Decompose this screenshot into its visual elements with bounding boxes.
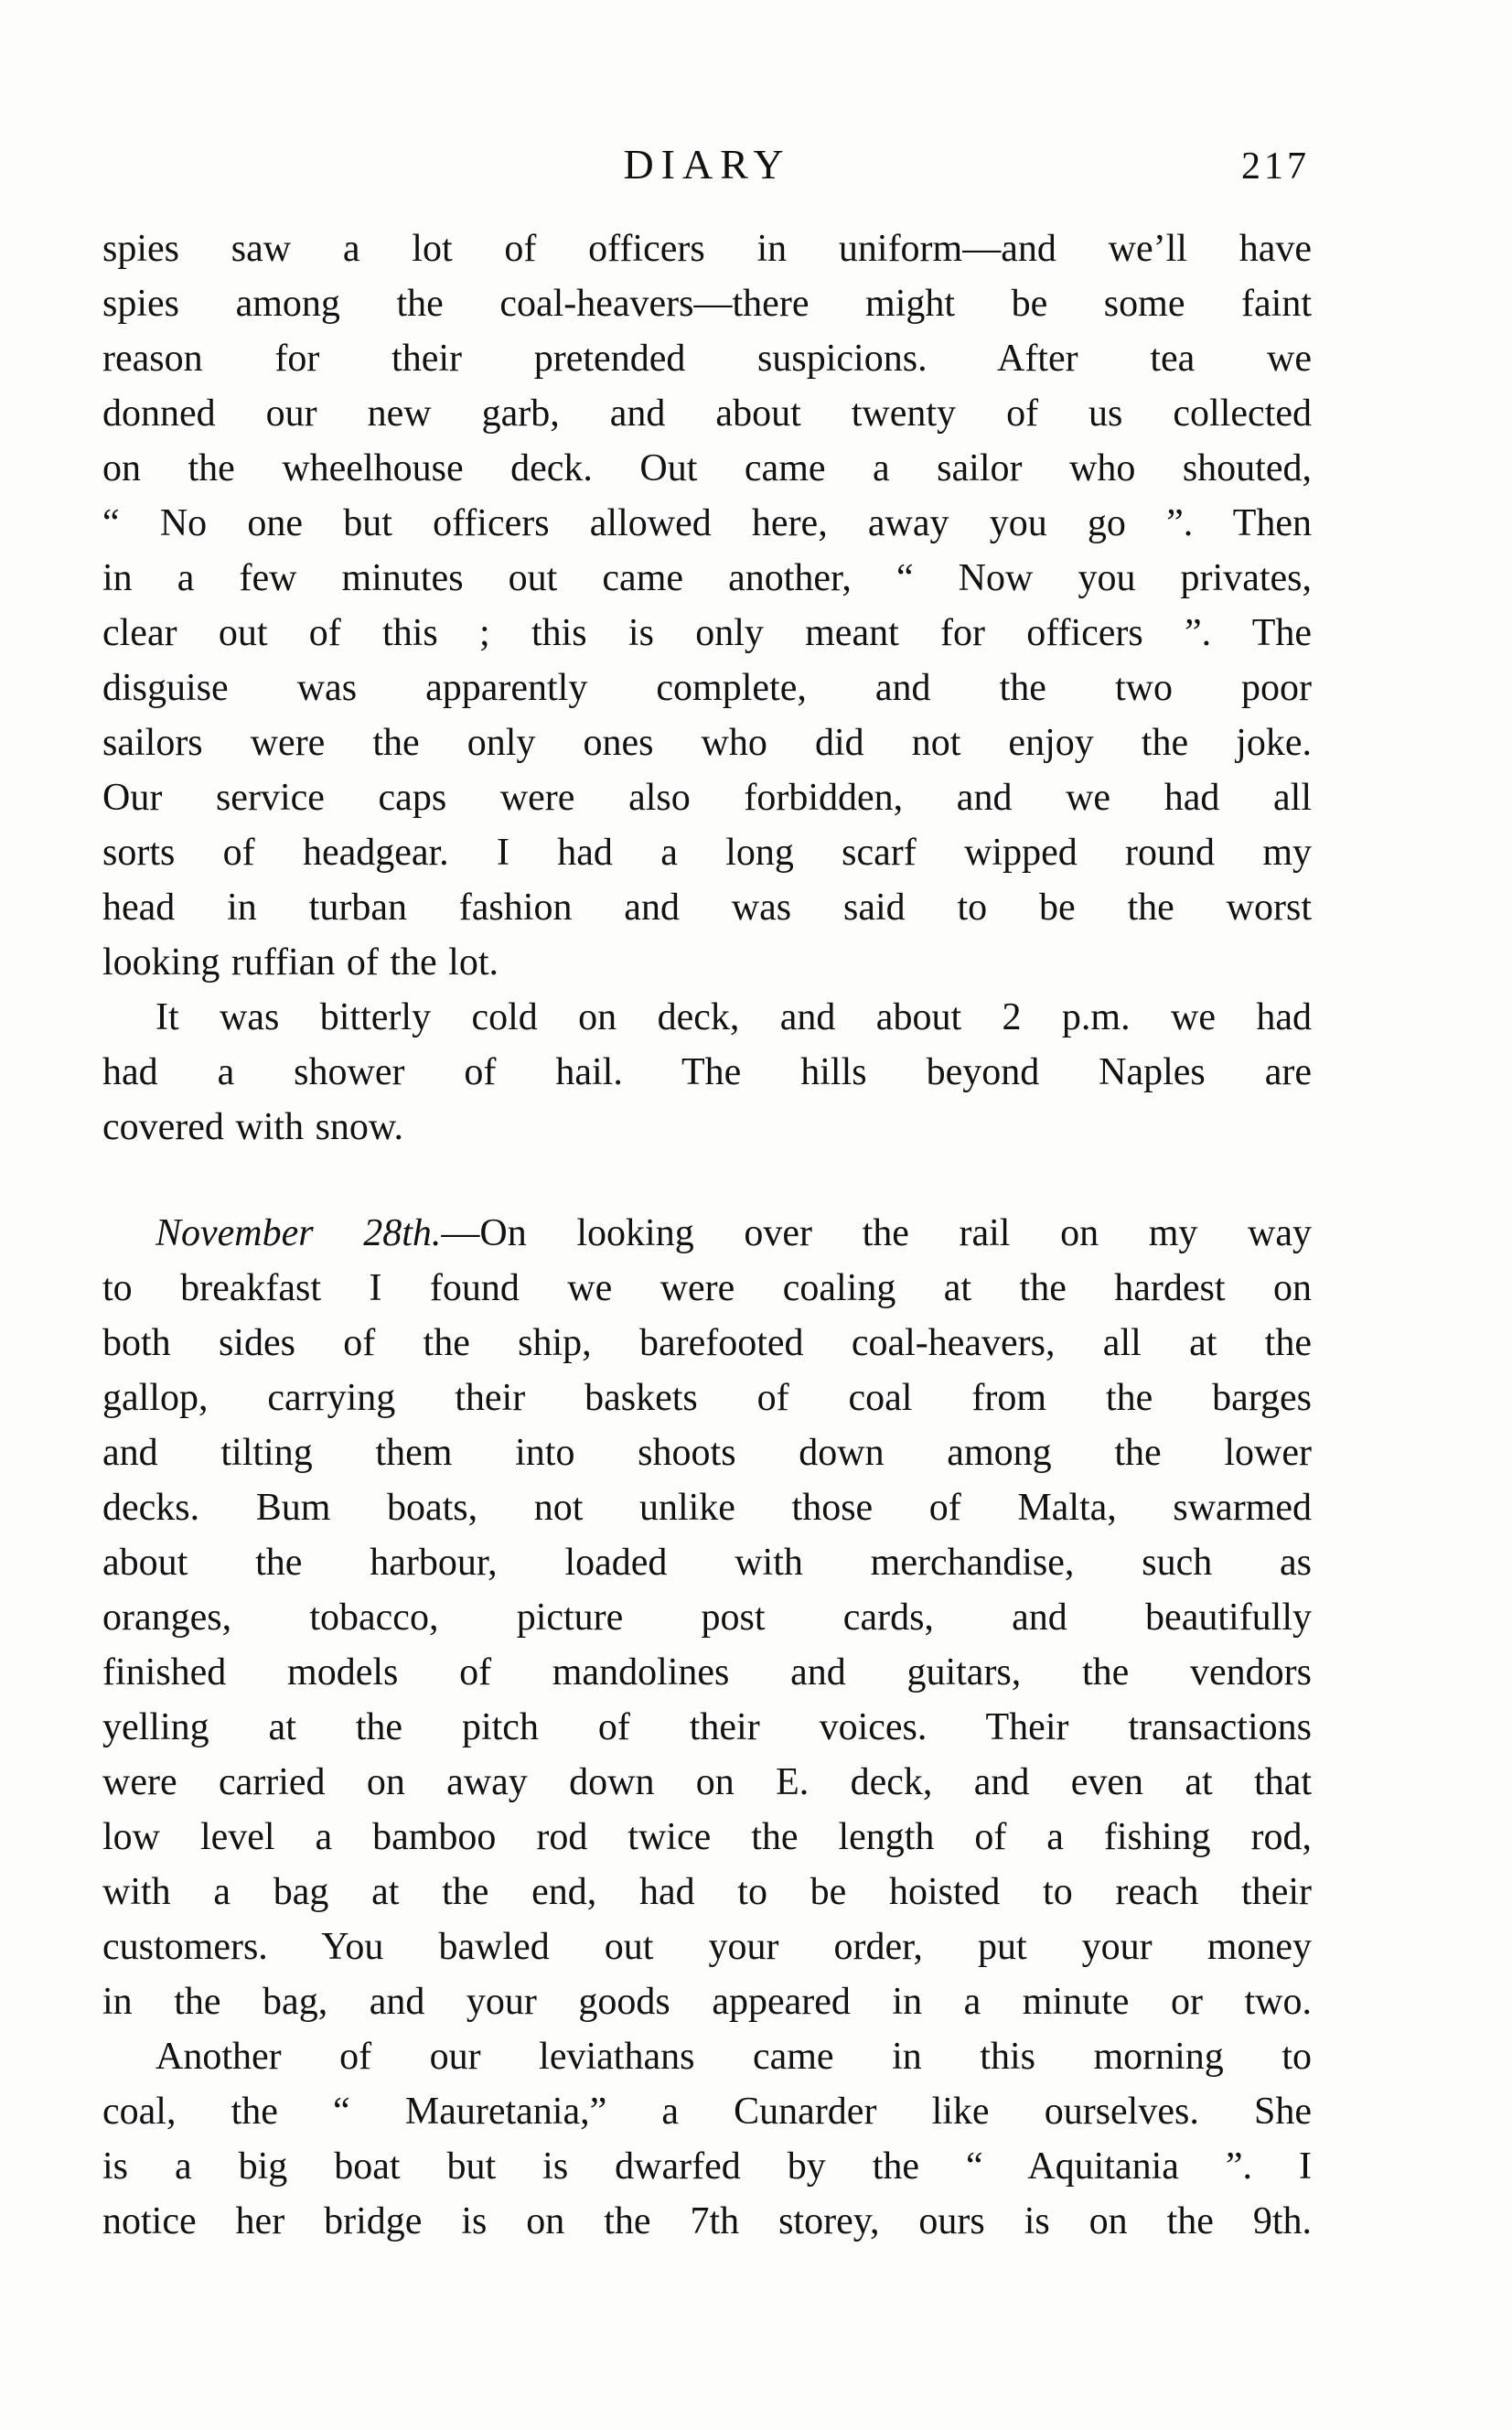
- text-block: [102, 221, 1312, 2249]
- text-line: is a big boat but is dwarfed by the “ Aquitania ”. I: [102, 2145, 1312, 2188]
- text-line: in a few minutes out came another, “ Now you privates,: [102, 557, 1312, 599]
- running-header: [102, 135, 1312, 194]
- text-line: about the harbour, loaded with merchandise, such as: [102, 1542, 1312, 1584]
- text-line: both sides of the ship, barefooted coal-heavers, all at the: [102, 1322, 1312, 1364]
- text-line: had a shower of hail. The hills beyond Naples are: [102, 1051, 1312, 1093]
- paragraph: [102, 990, 1312, 1155]
- text-line: to breakfast I found we were coaling at the hardest on: [102, 1267, 1312, 1309]
- text-line: “ No one but officers allowed here, away you go ”. Then: [102, 502, 1312, 544]
- page-number: 217: [1241, 145, 1310, 188]
- paragraph: [102, 2029, 1312, 2249]
- text-line: It was bitterly cold on deck, and about 2 p.m. we had: [155, 996, 1312, 1038]
- text-line-rest: —On looking over the rail on my way: [441, 1212, 1312, 1254]
- text-line: sailors were the only ones who did not enjoy the joke.: [102, 722, 1312, 764]
- text-line: donned our new garb, and about twenty of us collected: [102, 392, 1312, 435]
- text-line: finished models of mandolines and guitars, the vendors: [102, 1651, 1312, 1693]
- text-line: were carried on away down on E. deck, and even at that: [102, 1761, 1312, 1803]
- text-line: in the bag, and your goods appeared in a minute or two.: [102, 1981, 1312, 2023]
- text-line: customers. You bawled out your order, put your money: [102, 1926, 1312, 1968]
- text-line: covered with snow.: [102, 1106, 404, 1148]
- text-line: clear out of this ; this is only meant for officers ”. The: [102, 612, 1312, 654]
- paragraph: [102, 221, 1312, 990]
- text-line: reason for their pretended suspicions. After tea we: [102, 338, 1312, 380]
- text-line: on the wheelhouse deck. Out came a sailor who shouted,: [102, 447, 1312, 489]
- text-line: head in turban fashion and was said to be the worst: [102, 887, 1312, 929]
- text-line: yelling at the pitch of their voices. Their transactions: [102, 1706, 1312, 1748]
- text-line: and tilting them into shoots down among the lower: [102, 1432, 1312, 1474]
- text-line: Another of our leviathans came in this morning to: [155, 2036, 1312, 2078]
- page-title: DIARY: [623, 141, 791, 188]
- diary-date-lead: November 28th.: [155, 1212, 442, 1254]
- text-line: with a bag at the end, had to be hoisted to reach their: [102, 1871, 1312, 1913]
- text-line: oranges, tobacco, picture post cards, and beautifully: [102, 1597, 1312, 1639]
- text-line: spies among the coal-heavers—there might be some faint: [102, 283, 1312, 325]
- text-line: spies saw a lot of officers in uniform—and we’ll have: [102, 228, 1312, 270]
- text-line: notice her bridge is on the 7th storey, ours is on the 9th.: [102, 2200, 1312, 2242]
- text-line: gallop, carrying their baskets of coal from the barges: [102, 1377, 1312, 1419]
- text-line: looking ruffian of the lot.: [102, 941, 499, 984]
- text-line: Our service caps were also forbidden, and we had all: [102, 777, 1312, 819]
- paragraph: [102, 1206, 1312, 2029]
- text-line: decks. Bum boats, not unlike those of Malta, swarmed: [102, 1487, 1312, 1529]
- text-line: sorts of headgear. I had a long scarf wipped round my: [102, 832, 1312, 874]
- text-line: [102, 1206, 1312, 1261]
- text-line: low level a bamboo rod twice the length of a fishing rod,: [102, 1816, 1312, 1858]
- text-line: coal, the “ Mauretania,” a Cunarder like ourselves. She: [102, 2091, 1312, 2133]
- text-line: disguise was apparently complete, and the two poor: [102, 667, 1312, 709]
